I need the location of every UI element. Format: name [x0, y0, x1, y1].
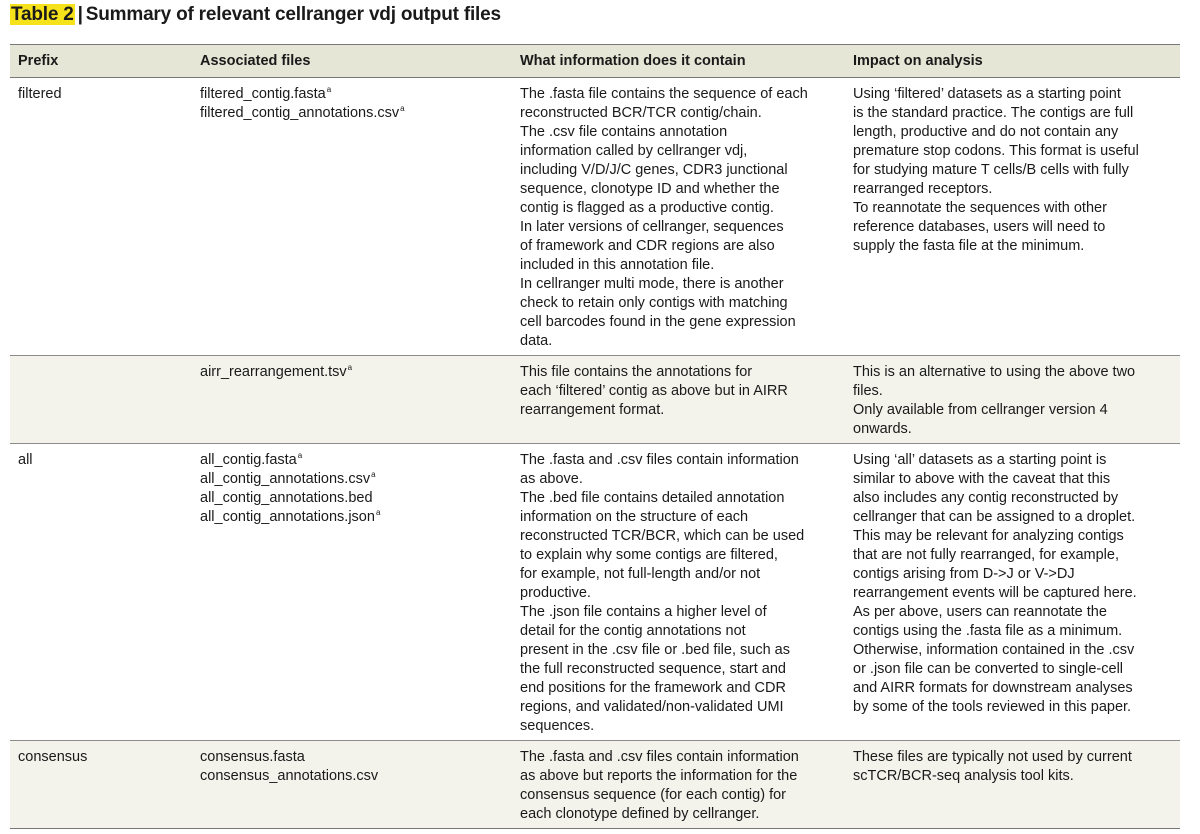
impact-line: for studying mature T cells/B cells with fully	[853, 162, 1129, 178]
information-line: for example, not full-length and/or not	[520, 566, 761, 582]
information-line: reconstructed BCR/TCR contig/chain.	[520, 105, 762, 121]
impact-line: length, productive and do not contain any	[853, 124, 1119, 140]
impact-line: Using ‘all’ datasets as a starting point is	[853, 452, 1107, 468]
footnote-mark: a	[297, 451, 303, 460]
information-line: consensus sequence (for each contig) for	[520, 787, 786, 803]
file-entry	[200, 748, 504, 767]
table-row	[10, 741, 1180, 829]
information-line: present in the .csv file or .bed file, such as	[520, 642, 790, 658]
information-line: detail for the contig annotations not	[520, 623, 746, 639]
files-cell	[190, 78, 512, 356]
impact-line: Only available from cellranger version 4	[853, 402, 1108, 418]
information-line: end positions for the framework and CDR	[520, 680, 786, 696]
file-name: airr_rearrangement.tsv	[200, 364, 347, 380]
impact-line: also includes any contig reconstructed by	[853, 490, 1119, 506]
information-line: reconstructed TCR/BCR, which can be used	[520, 528, 805, 544]
header-information: What information does it contain	[512, 45, 845, 78]
file-entry	[200, 470, 504, 489]
impact-line: onwards.	[853, 421, 912, 437]
file-name: all_contig_annotations.csv	[200, 471, 371, 487]
files-cell	[190, 356, 512, 444]
impact-line: contigs using the .fasta file as a minimum.	[853, 623, 1123, 639]
header-associated-files: Associated files	[190, 45, 512, 78]
file-name: consensus.fasta	[200, 749, 305, 765]
information-line: each ‘filtered’ contig as above but in AIRR	[520, 383, 788, 399]
information-line: This file contains the annotations for	[520, 364, 753, 380]
information-line: The .csv file contains annotation	[520, 124, 728, 140]
information-line: as above but reports the information for the	[520, 768, 798, 784]
file-entry	[200, 451, 504, 470]
impact-line: This may be relevant for analyzing contigs	[853, 528, 1124, 544]
footnote-mark: a	[347, 363, 353, 372]
impact-line: that are not fully rearranged, for example,	[853, 547, 1119, 563]
information-cell	[512, 741, 845, 829]
footnote-mark: a	[326, 85, 332, 94]
information-line: The .json file contains a higher level of	[520, 604, 767, 620]
information-line: The .fasta and .csv files contain information	[520, 452, 799, 468]
impact-line: reference databases, users will need to	[853, 219, 1106, 235]
prefix-cell: consensus	[10, 741, 190, 829]
footnote-mark: a	[375, 508, 381, 517]
impact-cell	[845, 78, 1180, 356]
file-entry	[200, 767, 504, 786]
information-cell	[512, 356, 845, 444]
table-row	[10, 444, 1180, 741]
impact-line: These files are typically not used by current	[853, 749, 1132, 765]
information-line: including V/D/J/C genes, CDR3 junctional	[520, 162, 788, 178]
table-body	[10, 78, 1180, 829]
impact-line: scTCR/BCR-seq analysis tool kits.	[853, 768, 1074, 784]
file-entry	[200, 104, 504, 123]
information-line: data.	[520, 333, 553, 349]
information-line: productive.	[520, 585, 591, 601]
impact-line: and AIRR formats for downstream analyses	[853, 680, 1133, 696]
impact-line: This is an alternative to using the above two	[853, 364, 1136, 380]
information-line: regions, and validated/non-validated UMI	[520, 699, 784, 715]
information-line: information called by cellranger vdj,	[520, 143, 748, 159]
prefix-cell: filtered	[10, 78, 190, 356]
information-line: information on the structure of each	[520, 509, 749, 525]
information-cell	[512, 444, 845, 741]
information-line: of framework and CDR regions are also	[520, 238, 775, 254]
information-line: to explain why some contigs are filtered,	[520, 547, 778, 563]
summary-table	[10, 44, 1180, 829]
file-name: all_contig.fasta	[200, 452, 297, 468]
information-line: The .bed file contains detailed annotation	[520, 490, 785, 506]
information-line: The .fasta and .csv files contain information	[520, 749, 799, 765]
file-entry	[200, 489, 504, 508]
prefix-cell	[10, 356, 190, 444]
footnote-mark: a	[371, 470, 376, 479]
information-line: check to retain only contigs with matching	[520, 295, 788, 311]
table-row	[10, 356, 1180, 444]
file-name: filtered_contig.fasta	[200, 86, 326, 102]
impact-line: rearrangement events will be captured here.	[853, 585, 1137, 601]
file-entry	[200, 508, 504, 527]
impact-line: supply the fasta file at the minimum.	[853, 238, 1085, 254]
files-cell	[190, 741, 512, 829]
files-cell	[190, 444, 512, 741]
impact-line: is the standard practice. The contigs are full	[853, 105, 1134, 121]
information-line: In later versions of cellranger, sequences	[520, 219, 784, 235]
impact-cell	[845, 741, 1180, 829]
impact-line: Otherwise, information contained in the .csv	[853, 642, 1135, 658]
caption-separator: |	[77, 4, 83, 25]
information-line: rearrangement format.	[520, 402, 665, 418]
file-name: consensus_annotations.csv	[200, 768, 379, 784]
impact-line: rearranged receptors.	[853, 181, 993, 197]
impact-cell	[845, 444, 1180, 741]
impact-line: by some of the tools reviewed in this paper.	[853, 699, 1132, 715]
information-line: In cellranger multi mode, there is another	[520, 276, 784, 292]
information-line: The .fasta file contains the sequence of each	[520, 86, 808, 102]
information-line: cell barcodes found in the gene expression	[520, 314, 796, 330]
information-line: contig is flagged as a productive contig.	[520, 200, 774, 216]
impact-line: To reannotate the sequences with other	[853, 200, 1107, 216]
header-impact: Impact on analysis	[845, 45, 1180, 78]
information-line: sequences.	[520, 718, 595, 734]
table-caption	[10, 4, 501, 26]
impact-line: or .json file can be converted to single-cell	[853, 661, 1124, 677]
impact-cell	[845, 356, 1180, 444]
file-name: all_contig_annotations.bed	[200, 490, 373, 506]
information-line: included in this annotation file.	[520, 257, 715, 273]
header-prefix: Prefix	[10, 45, 190, 78]
footnote-mark: a	[400, 104, 405, 113]
information-line: the full reconstructed sequence, start and	[520, 661, 786, 677]
impact-line: cellranger that can be assigned to a droplet.	[853, 509, 1136, 525]
file-entry	[200, 85, 504, 104]
impact-line: contigs arising from D->J or V->DJ	[853, 566, 1075, 582]
file-name: filtered_contig_annotations.csv	[200, 105, 400, 121]
table-row	[10, 78, 1180, 356]
impact-line: files.	[853, 383, 883, 399]
table-label: Table 2	[11, 4, 74, 25]
impact-line: premature stop codons. This format is useful	[853, 143, 1139, 159]
information-line: sequence, clonotype ID and whether the	[520, 181, 780, 197]
information-cell	[512, 78, 845, 356]
table-header-row	[10, 45, 1180, 78]
impact-line: As per above, users can reannotate the	[853, 604, 1107, 620]
impact-line: similar to above with the caveat that this	[853, 471, 1111, 487]
file-entry	[200, 363, 504, 382]
table-title: Summary of relevant cellranger vdj output files	[85, 4, 501, 25]
prefix-cell: all	[10, 444, 190, 741]
impact-line: Using ‘filtered’ datasets as a starting point	[853, 86, 1121, 102]
information-line: as above.	[520, 471, 583, 487]
information-line: each clonotype defined by cellranger.	[520, 806, 760, 822]
file-name: all_contig_annotations.json	[200, 509, 375, 525]
